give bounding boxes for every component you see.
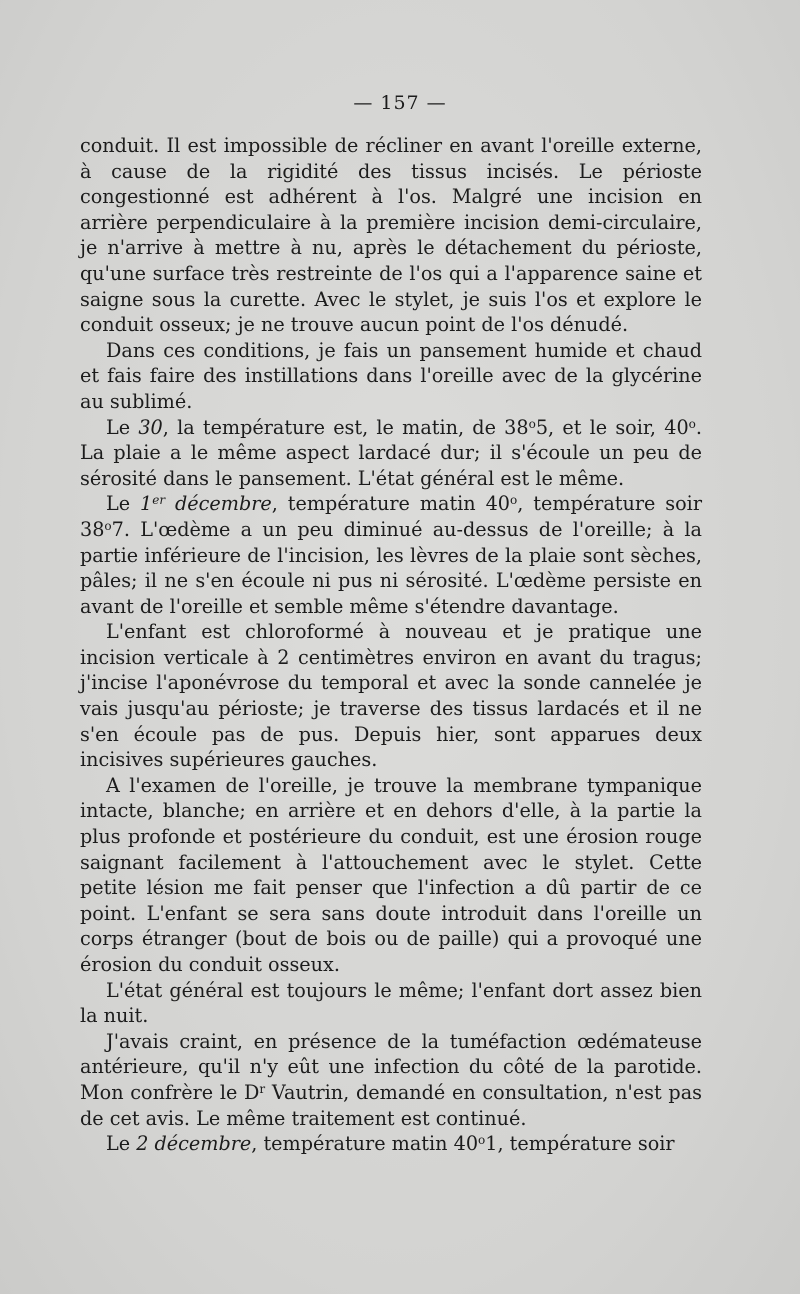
text-run: Le: [106, 1132, 137, 1156]
superscript: o: [688, 416, 696, 431]
text-run: , la température est, le matin, de 38: [162, 415, 529, 439]
text-run: , température soir 38: [80, 492, 702, 541]
text-run: Le: [106, 492, 141, 516]
text-run: 1, température soir: [485, 1132, 675, 1156]
superscript: o: [528, 416, 536, 431]
italic-text: 1: [140, 492, 153, 516]
paragraph: [80, 978, 702, 1029]
text-run: L'enfant est chloroformé à nouveau et je pratique une incision verticale à 2 centimètres environ en avant du tragus; j'incise l'aponévrose du temporal et avec la sonde cannelée je vais jusqu'au périoste; je traverse des tissus lardacés et il ne s'en écoule pas de pus. Depuis hier, sont apparues deux incisives supérieures gauches.: [80, 620, 702, 772]
paragraph: [80, 1131, 702, 1157]
text-run: Dans ces conditions, je fais un pansement humide et chaud et fais faire des instillations dans l'oreille avec de la glycérine au sublimé.: [80, 338, 702, 413]
superscript: r: [259, 1081, 266, 1096]
text-run: conduit. Il est impossible de récliner en avant l'oreille externe, à cause de la rigidité des tissus incisés. Le périoste congestionné est adhérent à l'os. Malgré une incision en arrière perpendiculaire à la première incision demi-circulaire, je n'arrive à mettre à nu, après le détachement du périoste, qu'une surface très restreinte de l'os qui a l'apparence saine et saigne sous la curette. Avec le stylet, je suis l'os et explore le conduit osseux; je ne trouve aucun point de l'os dénudé.: [80, 134, 702, 337]
paragraph: [80, 619, 702, 773]
italic-text: 2 décembre: [136, 1132, 252, 1156]
superscript: o: [478, 1133, 486, 1148]
paragraph: [80, 415, 702, 492]
italic-text: décembre: [165, 492, 272, 516]
paragraph: [80, 1029, 702, 1131]
text-run: . La plaie a le même aspect lardacé dur; il s'écoule un peu de sérosité dans le pansement. L'état général est le même.: [80, 415, 703, 490]
paragraph: [80, 133, 702, 338]
italic-text: 30: [138, 415, 163, 439]
text-run: A l'examen de l'oreille, je trouve la membrane tympanique intacte, blanche; en arrière et en dehors d'elle, à la partie la plus profonde et postérieure du conduit, est une érosion rouge saignant facilement à l'attouchement avec le stylet. Cette petite lésion me fait penser que l'infection a dû partir de ce point. L'enfant se sera sans doute introduit dans l'oreille un corps étranger (bout de bois ou de paille) qui a provoqué une érosion du conduit osseux.: [80, 773, 702, 976]
superscript: er: [152, 493, 166, 508]
superscript: o: [104, 518, 112, 533]
text-run: J'avais craint, en présence de la tuméfaction œdémateuse antérieure, qu'il n'y eût une infection du côté de la parotide. Mon confrère le D: [80, 1029, 702, 1104]
paragraph: [80, 773, 702, 978]
text-run: , température matin 40: [251, 1132, 479, 1156]
text-run: L'état général est toujours le même; l'enfant dort assez bien la nuit.: [80, 978, 702, 1028]
body-text: [80, 133, 702, 1157]
page-number: — 157 —: [353, 92, 447, 114]
text-run: , température matin 40: [271, 492, 510, 516]
text-run: Le: [106, 415, 139, 439]
paragraph: [80, 338, 702, 415]
paragraph: [80, 491, 702, 619]
text-run: 7. L'œdème a un peu diminué au-dessus de l'oreille; à la partie inférieure de l'incision, les lèvres de la plaie sont sèches, pâles; il ne s'en écoule ni pus ni sérosité. L'œdème persiste en avant de l'oreille et semble même s'étendre davantage.: [80, 517, 702, 618]
superscript: o: [510, 493, 518, 508]
text-run: Vautrin, demandé en consultation, n'est pas de cet avis. Le même traitement est continué.: [80, 1080, 702, 1130]
text-run: 5, et le soir, 40: [535, 415, 689, 439]
